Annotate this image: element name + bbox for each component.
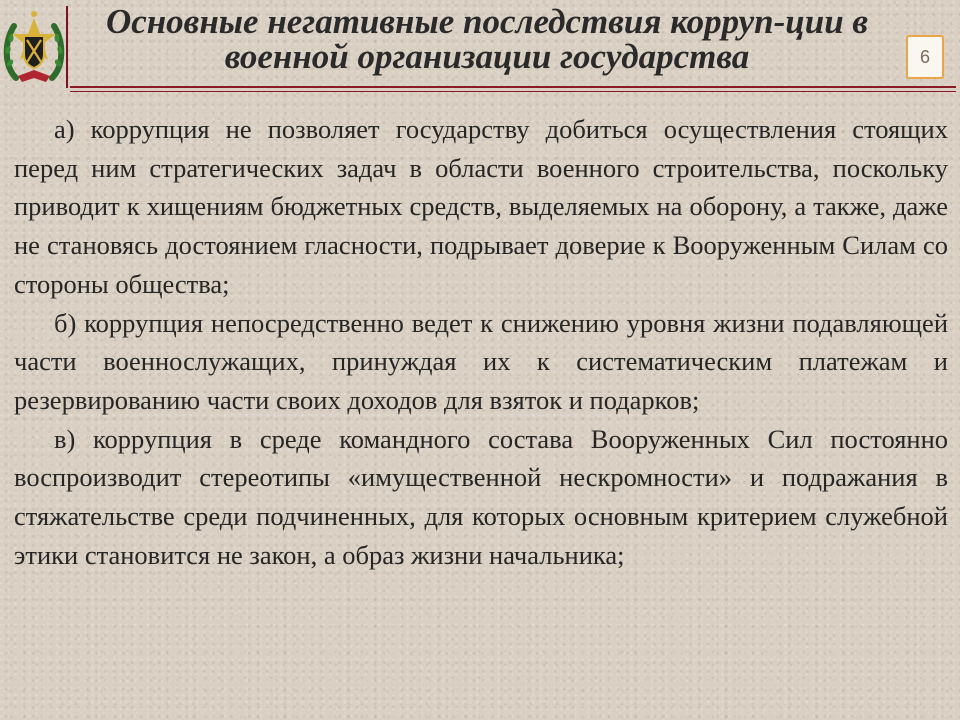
paragraph-b: б) коррупция непосредственно ведет к снижению уровня жизни подавляющей части военнослужащих, принуждая их к систематическим платежам и резервированию части своих доходов для взяток и подарков; <box>14 307 948 415</box>
military-emblem-icon <box>2 8 66 88</box>
header-rule-top <box>70 86 956 88</box>
header-rule-bottom <box>70 91 956 92</box>
paragraph-c: в) коррупция в среде командного состава Вооруженных Сил постоянно воспроизводит стереотипы «имущественной нескромности» и подражания в стяжательстве среди подчиненных, для которых основным критерием служебной этики становится не закон, а образ жизни начальника; <box>14 423 948 570</box>
slide-header <box>0 0 960 94</box>
header-divider <box>66 6 68 88</box>
slide-body <box>14 110 948 574</box>
page-number-badge: 6 <box>906 35 944 79</box>
paragraph-a: а) коррупция не позволяет государству добиться осуществления стоящих перед ним стратегических задач в области военного строительства, поскольку приводит к хищениям бюджетных средств, выделяемых на оборону, а также, даже не становясь достоянием гласности, подрывает доверие к Вооруженным Силам со стороны общества; <box>14 114 948 299</box>
slide-title: Основные негативные последствия корруп-ции в военной организации государства <box>105 2 869 76</box>
